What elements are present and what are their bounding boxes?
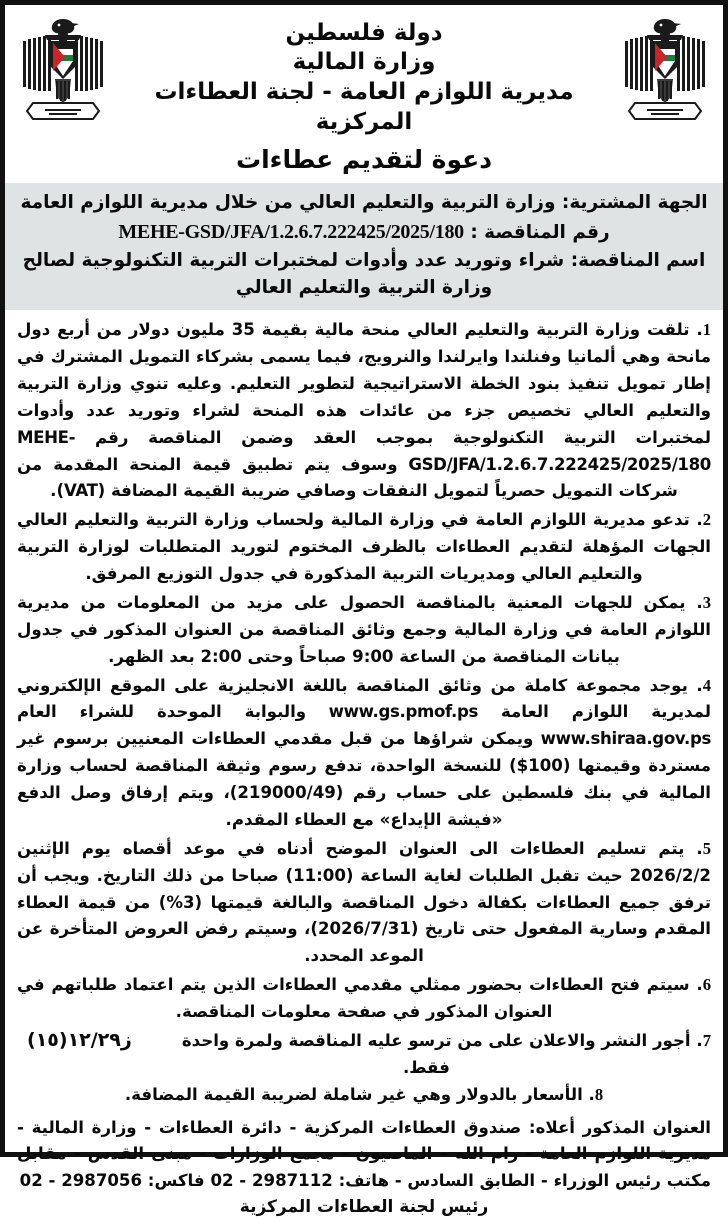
coat-of-arms-emblem-left — [13, 11, 113, 123]
clauses-container — [5, 310, 723, 1110]
tender-number-value: MEHE-GSD/JFA/1.2.6.7.222425/2025/180 — [118, 220, 464, 243]
buyer-label: الجهة المشترية: — [561, 191, 708, 213]
clause-5: 5. يتم تسليم العطاءات الى العنوان الموضح أدناه في موعد أقصاه يوم الإثنين 2026/2/2 حيث تقبل الطلبات لغاية الساعة (11:00) صباحا من ذلك التاريخ. ويجب أن ترفق جميع العطاءات بكفالة دخول المناقصة والبالغة قيمتها (3%) من قيمة العطاء المقدم وسارية المفعول حتى تاريخ (2026/7/31)، وسيتم رفض العروض المتأخرة عن الموعد المحدد. — [17, 838, 711, 966]
reference-code: ز١٢/٢٩(١٥) — [27, 1028, 132, 1051]
clause-1-number: 1 — [702, 320, 711, 340]
clause-2-text: تدعو مديرية اللوازم العامة في وزارة المالية ولحساب وزارة التربية والتعليم العالي الجهات المؤهلة لتقديم العطاءات بالظرف المختوم لتوريد المتطلبات لوزارة التربية والتعليم العالي ومديريات التربية المذكورة في جدول التوزيع المرفق. — [17, 510, 711, 584]
clause-4: 4. يوجد مجموعة كاملة من وثائق المناقصة باللغة الانجليزية على الموقع الإلكتروني لمديرية اللوازم العامة www.gs.pmof.ps والبوابة الموحدة للشراء العام www.shiraa.gov.ps ويمكن شراؤها من قبل مقدمي العطاءات المعنيين برسوم غير مستردة وقيمتها (100$) للنسخة الواحدة، تدفع رسوم وثيقة المناقصة لحساب وزارة المالية في بنك فلسطين على حساب رقم (219000/49)، ويتم إرفاق وصل الدفع «فيشة الإيداع» مع العطاء المقدم. — [17, 675, 711, 829]
clause-1-text: تلقت وزارة التربية والتعليم العالي منحة مالية بقيمة 35 مليون دولار من أربع دول مانحة وهي ألمانيا وفنلندا وايرلندا والنرويج، فيما يسمى بشركاء التمويل المشترك في إطار تمويل تنفيذ بنود الخطة الاستراتيجية لتطوير التعليم. وعليه تنوي وزارة التربية والتعليم العالي تخصيص جزء من عائدات هذه المنحة لشراء وتوريد عدد وأدوات لمختبرات التربية التكنولوجية بموجب العقد وضمن المناقصة رقم MEHE-GSD/JFA/1.2.6.7.222425/2025/180 وسوف يتم تطبيق قيمة المنحة المقدمة من شركات التمويل حصرياً لتمويل النفقات وصافي ضريبة القيمة المضافة (VAT). — [17, 320, 711, 501]
buyer-value: وزارة التربية والتعليم العالي من خلال مديرية اللوازم العامة — [20, 191, 556, 213]
clause-5-number: 5 — [702, 838, 711, 858]
clause-3-text: يمكن للجهات المعنية بالمناقصة الحصول على مزيد من المعلومات من مديرية اللوازم العامة في وزارة المالية وجمع وثائق المناقصة من العنوان المذكور في جدول بيانات المناقصة من الساعة 9:00 صباحاً وحتى 2:00 بعد الظهر. — [17, 592, 711, 666]
clause-8-text: الأسعار بالدولار وهي غير شاملة لضريبة القيمة المضافة. — [124, 1084, 583, 1104]
page-title: دعوة لتقديم عطاءات — [235, 144, 493, 174]
buyer-line — [15, 189, 713, 217]
tender-name-value: شراء وتوريد عدد وأدوات لمختبرات التربية التكنولوجية لصالح وزارة التربية والتعليم العالي — [22, 249, 565, 299]
coat-of-arms-emblem-right — [615, 11, 715, 123]
clause-7-text: أجور النشر والاعلان على من ترسو عليه المناقصة ولمرة واحدة فقط. — [181, 1030, 691, 1077]
footer-signature: رئيس لجنة العطاءات المركزية — [239, 1197, 489, 1218]
tender-number-line — [15, 217, 713, 247]
tender-name-line — [15, 247, 713, 303]
clause-7-number: 7 — [702, 1030, 711, 1050]
document-footer — [5, 1111, 723, 1223]
tender-name-label: اسم المناقصة: — [570, 249, 706, 271]
header-title-block — [117, 11, 611, 175]
clause-3: 3. يمكن للجهات المعنية بالمناقصة الحصول على مزيد من المعلومات من مديرية اللوازم العامة في وزارة المالية وجمع وثائق المناقصة من العنوان المذكور في جدول بيانات المناقصة من الساعة 9:00 صباحاً وحتى 2:00 بعد الظهر. — [17, 592, 711, 666]
clause-6: 6. سيتم فتح العطاءات بحضور ممثلي مقدمي العطاءات الذين يتم اعتماد طلباتهم في العنوان المذكور في صفحة معلومات المناقصة. — [17, 975, 711, 1022]
clause-8-number: 8 — [594, 1084, 604, 1104]
clause-1: 1. تلقت وزارة التربية والتعليم العالي منحة مالية بقيمة 35 مليون دولار من أربع دول مانحة وهي ألمانيا وفنلندا وايرلندا والنرويج، فيما يسمى بشركاء التمويل المشترك في إطار تمويل تنفيذ بنود الخطة الاستراتيجية لتطوير التعليم. وعليه تنوي وزارة التربية والتعليم العالي تخصيص جزء من عائدات هذه المنحة لشراء وتوريد عدد وأدوات لمختبرات التربية التكنولوجية بموجب العقد وضمن المناقصة رقم MEHE-GSD/JFA/1.2.6.7.222425/2025/180 وسوف يتم تطبيق قيمة المنحة المقدمة من شركات التمويل حصرياً لتمويل النفقات وصافي ضريبة القيمة المضافة (VAT). — [17, 320, 711, 501]
ministry-name: وزارة المالية — [292, 48, 436, 75]
clause-3-number: 3 — [702, 592, 711, 612]
clause-5-text: يتم تسليم العطاءات الى العنوان الموضح أدناه في موعد أقصاه يوم الإثنين 2026/2/2 حيث تقبل الطلبات لغاية الساعة (11:00) صباحا من ذلك التاريخ. ويجب أن ترفق جميع العطاءات بكفالة دخول المناقصة والبالغة قيمتها (3%) من قيمة العطاء المقدم وسارية المفعول حتى تاريخ (2026/7/31)، وسيتم رفض العروض المتأخرة عن الموعد المحدد. — [17, 838, 711, 966]
clause-7-row — [17, 1028, 711, 1082]
tender-info-band — [5, 183, 723, 310]
clause-4-number: 4 — [702, 675, 711, 695]
clause-6-text: سيتم فتح العطاءات بحضور ممثلي مقدمي العطاءات الذين يتم اعتماد طلباتهم في العنوان المذكور في صفحة معلومات المناقصة. — [17, 975, 690, 1022]
clause-6-number: 6 — [702, 975, 711, 995]
clause-2: 2. تدعو مديرية اللوازم العامة في وزارة المالية ولحساب وزارة التربية والتعليم العالي الجهات المؤهلة لتقديم العطاءات بالظرف المختوم لتوريد المتطلبات لوزارة التربية والتعليم العالي ومديريات التربية المذكورة في جدول التوزيع المرفق. — [17, 510, 711, 584]
clause-7: 7. أجور النشر والاعلان على من ترسو عليه المناقصة ولمرة واحدة فقط. — [181, 1030, 711, 1077]
state-name: دولة فلسطين — [285, 20, 443, 46]
clause-4-text: يوجد مجموعة كاملة من وثائق المناقصة باللغة الانجليزية على الموقع الإلكتروني لمديرية اللوازم العامة www.gs.pmof.ps والبوابة الموحدة للشراء العام www.shiraa.gov.ps ويمكن شراؤها من قبل مقدمي العطاءات المعنيين برسوم غير مستردة وقيمتها (100$) للنسخة الواحدة، تدفع رسوم وثيقة المناقصة لحساب وزارة المالية في بنك فلسطين على حساب رقم (219000/49)، ويتم إرفاق وصل الدفع «فيشة الإيداع» مع العطاء المقدم. — [17, 675, 711, 829]
tender-number-label: رقم المناقصة : — [470, 221, 610, 243]
clause-2-number: 2 — [702, 510, 711, 530]
footer-address: العنوان المذكور أعلاه: صندوق العطاءات المركزية - دائرة العطاءات - وزارة المالية - مديرية اللوازم العامة - رام الله – الماصيون - مجمع الوزارات - مبنى القدس - مقابل مكتب رئيس الوزراء - الطابق السادس - هاتف: 2987112 - 02 فاكس: 2987056 - 02 — [17, 1117, 711, 1191]
directorate-name: مديرية اللوازم العامة - لجنة العطاءات المركزية — [154, 78, 574, 135]
clause-8: 8. الأسعار بالدولار وهي غير شاملة لضريبة القيمة المضافة. — [124, 1084, 604, 1104]
document-header — [5, 5, 723, 175]
